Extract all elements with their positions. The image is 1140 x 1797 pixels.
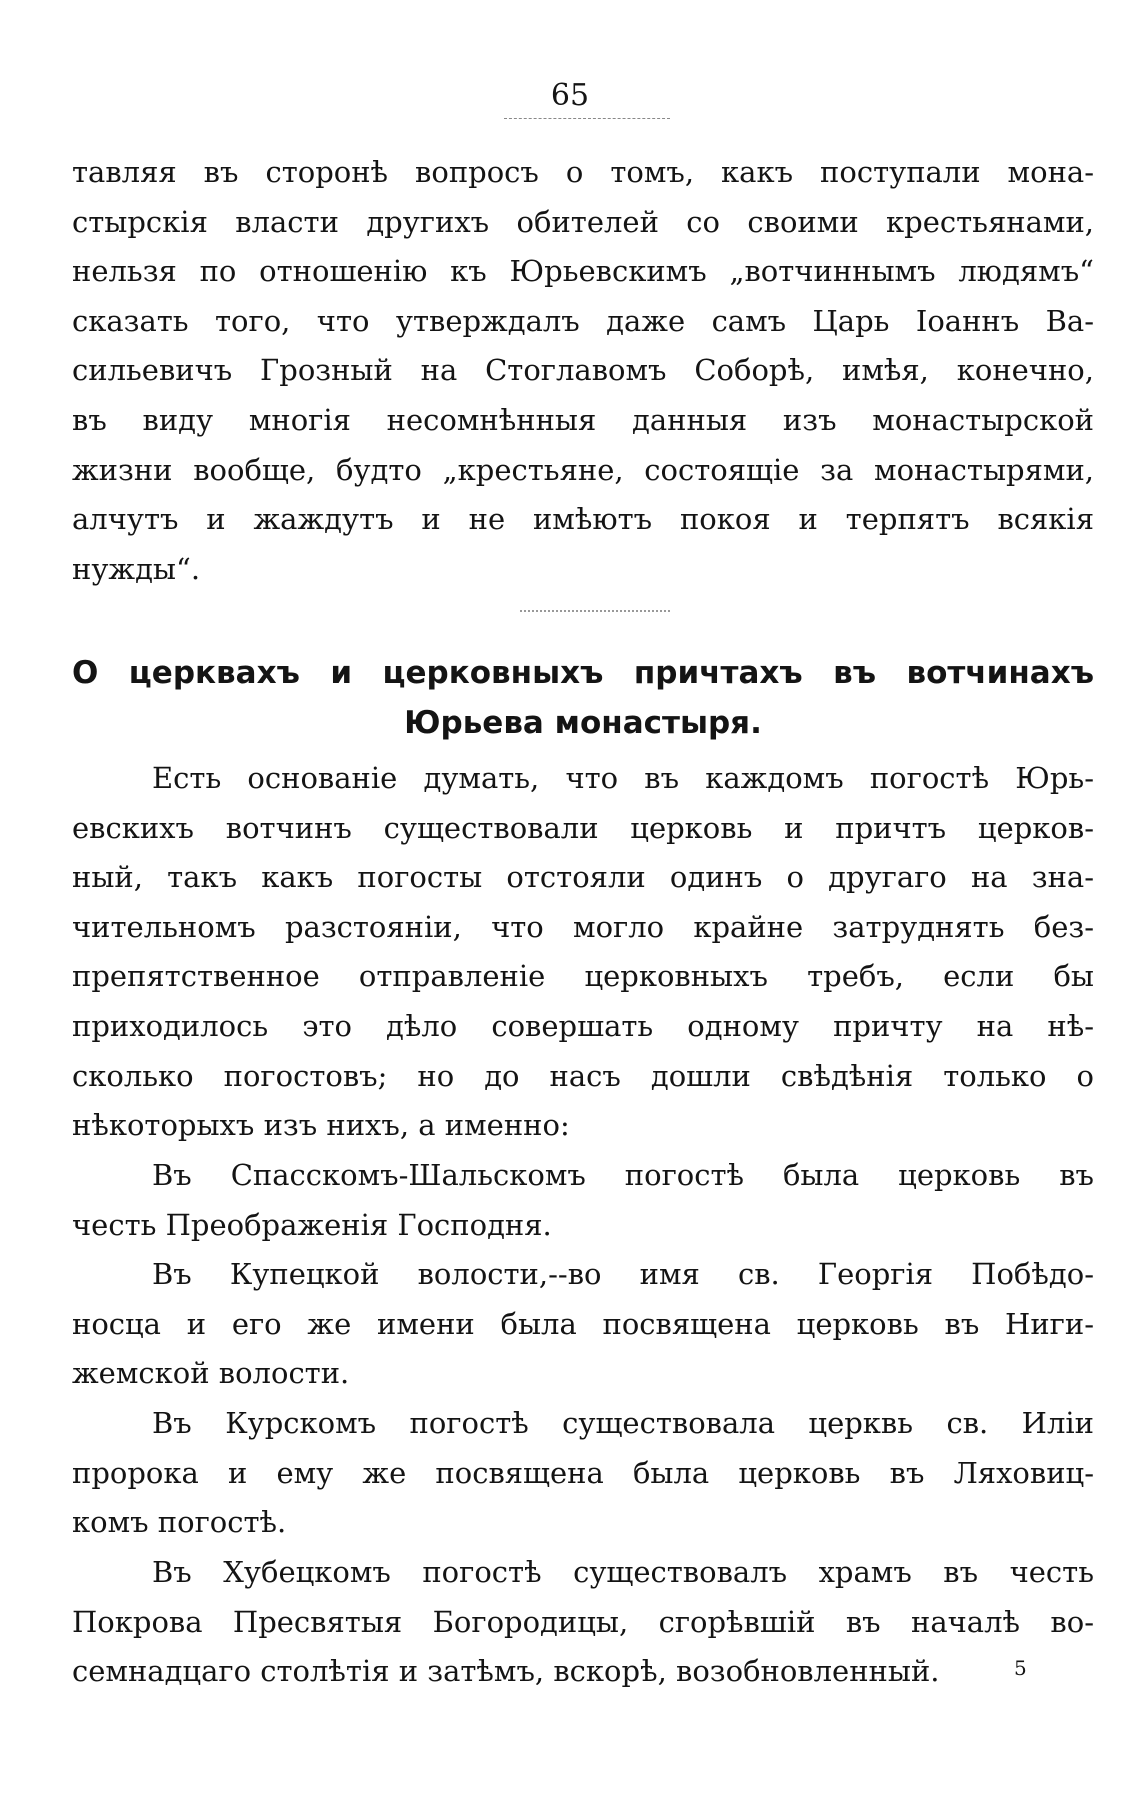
section-paragraph xyxy=(72,1151,1094,1250)
text-line: Въ Хубецкомъ погостѣ существовалъ храмъ въ честь xyxy=(152,1555,1094,1589)
section-heading xyxy=(72,648,1094,748)
paragraph-continuation xyxy=(72,148,1094,594)
signature-mark: 5 xyxy=(1014,1656,1027,1680)
section-heading-line: О церквахъ и церковныхъ причтахъ въ вотчинахъ xyxy=(72,655,1094,691)
page-number-rule xyxy=(504,118,670,119)
text-line: сказать того, что утверждалъ даже самъ Царь Іоаннъ Ва- xyxy=(72,303,1094,338)
text-line: стырскія власти другихъ обителей со своими крестьянами, xyxy=(72,204,1094,239)
text-line: Въ Курскомъ погостѣ существовала церквь св. Иліи xyxy=(152,1406,1094,1440)
text-line: Въ Спасскомъ-Шальскомъ погостѣ была церковь въ xyxy=(152,1158,1094,1192)
text-line: нѣкоторыхъ изъ нихъ, а именно: xyxy=(72,1108,570,1143)
section-separator xyxy=(520,610,670,612)
section-paragraph xyxy=(72,1548,1094,1697)
text-line: Покрова Пресвятыя Богородицы, сгорѣвшій въ началѣ во- xyxy=(72,1604,1094,1639)
text-line: приходилось это дѣло совершать одному причту на нѣ- xyxy=(72,1008,1094,1043)
section-paragraph xyxy=(72,754,1094,1151)
text-line: честь Преображенія Господня. xyxy=(72,1207,552,1242)
text-line: тавляя въ сторонѣ вопросъ о томъ, какъ поступали мона- xyxy=(72,155,1094,189)
section-paragraph xyxy=(72,1399,1094,1548)
text-line: сколько погостовъ; но до насъ дошли свѣдѣнія только о xyxy=(72,1058,1094,1093)
text-line: нельзя по отношенію къ Юрьевскимъ „вотчиннымъ людямъ“ xyxy=(72,254,1094,289)
text-line: жизни вообще, будто „крестьяне, состоящіе за монастырями, xyxy=(72,452,1094,487)
text-line: препятственное отправленіе церковныхъ требъ, если бы xyxy=(72,959,1094,994)
section-paragraph xyxy=(72,1250,1094,1399)
text-line: Въ Купецкой волости,--во имя св. Георгія Побѣдо- xyxy=(152,1257,1094,1291)
text-line: жемской волости. xyxy=(72,1356,350,1391)
text-line: чительномъ разстояніи, что могло крайне затруднять без- xyxy=(72,909,1094,944)
text-line: пророка и ему же посвящена была церковь въ Ляховиц- xyxy=(72,1455,1094,1490)
text-line: въ виду многія несомнѣнныя данныя изъ монастырской xyxy=(72,402,1094,437)
text-line: носца и его же имени была посвящена церковь въ Ниги- xyxy=(72,1306,1094,1341)
text-line: Есть основаніе думать, что въ каждомъ погостѣ Юрь- xyxy=(152,761,1094,795)
text-line: ный, такъ какъ погосты отстояли одинъ о другаго на зна- xyxy=(72,860,1094,895)
text-line: семнадцаго столѣтія и затѣмъ, вскорѣ, возобновленный. xyxy=(72,1654,940,1689)
text-line: сильевичъ Грозный на Стоглавомъ Соборѣ, имѣя, конечно, xyxy=(72,353,1094,388)
text-line: алчутъ и жаждутъ и не имѣютъ покоя и терпятъ всякія xyxy=(72,502,1094,537)
text-line: евскихъ вотчинъ существовали церковь и причтъ церков- xyxy=(72,810,1094,845)
text-line: нужды“. xyxy=(72,551,201,586)
page-number: 65 xyxy=(550,78,590,113)
text-line: комъ погостѣ. xyxy=(72,1505,287,1540)
section-heading-line: Юрьева монастыря. xyxy=(404,705,762,741)
